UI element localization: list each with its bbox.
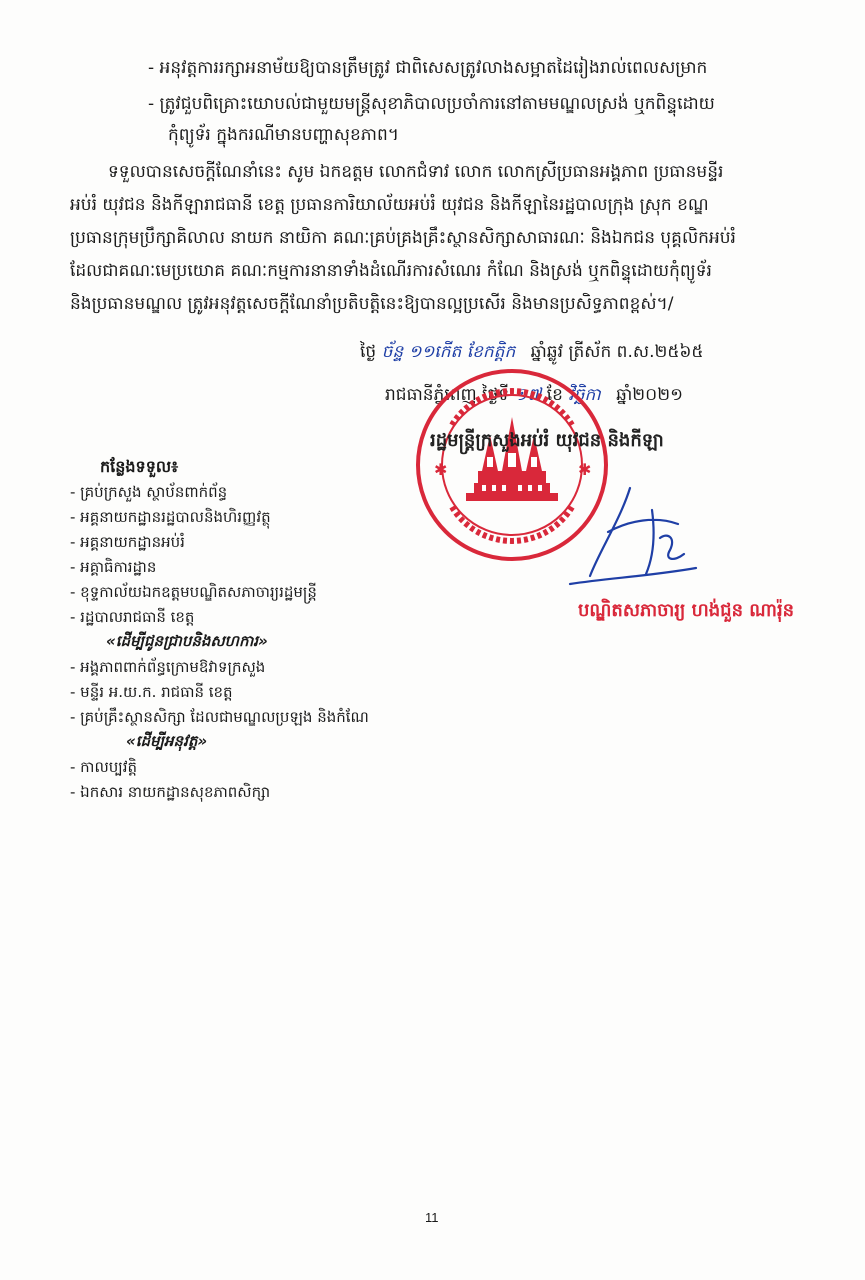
recipients-note: «ដើម្បីជូនជ្រាបនិងសហការ» <box>106 632 268 650</box>
bullet-hygiene: - អនុវត្តការរក្សាអនាម័យឱ្យបានត្រឹមត្រូវ ជាពិសេសត្រូវលាងសម្អាតដៃរៀងរាល់ពេលសម្រាក <box>148 58 708 78</box>
paragraph-line: ប្រធានក្រុមប្រឹក្សាគិលាល នាយក នាយិកា គណៈគ្រប់គ្រងគ្រឹះស្ថានសិក្សាសាធារណៈ និងឯកជន បុគ្គលិកអប់រំ <box>70 228 736 248</box>
signer-name: បណ្ឌិតសភាចារ្យ ហង់ជួន ណារ៉ុន <box>578 600 795 621</box>
paragraph-line: អប់រំ យុវជន និងកីឡារាជធានី ខេត្ត ប្រធានការិយាល័យអប់រំ យុវជន និងកីឡានៃរដ្ឋបាលក្រុង ស្រុក ខណ្ឌ <box>70 195 709 215</box>
recipient-item: - អគ្គនាយកដ្ឋានរដ្ឋបាលនិងហិរញ្ញវត្ថុ <box>70 508 271 526</box>
recipient-item: - គ្រប់គ្រឹះស្ថានសិក្សា ដែលជាមណ្ឌលប្រឡង និងកំណែ <box>70 708 369 726</box>
lunar-prefix: ថ្ងៃ <box>360 342 377 362</box>
bullet-consult-cont: កុំព្យូទ័រ ក្នុងករណីមានបញ្ហាសុខភាព។ <box>168 125 399 145</box>
recipient-item: - រដ្ឋបាលរាជធានី ខេត្ត <box>70 608 195 626</box>
handwritten-signature-icon <box>560 480 700 590</box>
recipients-note: «ដើម្បីអនុវត្ត» <box>126 732 208 750</box>
paragraph-line: ដែលជាគណៈមេប្រយោគ គណៈកម្មការនានាទាំងដំណើរការសំណេរ កំណែ និងស្រង់ ឬកពិន្ទុដោយកុំព្យូទ័រ <box>70 261 712 281</box>
svg-text:✱: ✱ <box>434 460 448 479</box>
recipient-item: - អគ្គនាយកដ្ឋានអប់រំ <box>70 533 185 551</box>
signatory-title: រដ្ឋមន្ត្រីក្រសួងអប់រំ យុវជន និងកីឡា <box>430 430 664 451</box>
recipient-item: - កាលប្បវត្តិ <box>70 758 138 776</box>
solar-month: វិច្ឆិកា <box>568 385 601 405</box>
lunar-date <box>360 340 703 364</box>
recipient-item: - គ្រប់ក្រសួង ស្ថាប័នពាក់ព័ន្ធ <box>70 483 228 501</box>
svg-text:✱: ✱ <box>578 460 592 479</box>
lunar-handwritten: ច័ន្ទ ១១កើត ខែកត្តិក <box>381 342 516 362</box>
solar-prefix: រាជធានីភ្នំពេញ ថ្ងៃទី <box>385 385 510 405</box>
recipient-item: - មន្ទីរ អ.យ.ក. រាជធានី ខេត្ត <box>70 683 233 701</box>
bullet-consult: - ត្រូវជួបពិគ្រោះយោបល់ជាមួយមន្ត្រីសុខាភិបាលប្រចាំការនៅតាមមណ្ឌលស្រង់ ឬកពិន្ទុដោយ <box>148 94 715 114</box>
recipient-item: - ខុទ្ទកាល័យឯកឧត្តមបណ្ឌិតសភាចារ្យរដ្ឋមន្ត្រី <box>70 583 317 601</box>
recipient-item: - អគ្គាធិការដ្ឋាន <box>70 558 157 576</box>
paragraph-line: ទទួលបានសេចក្តីណែនាំនេះ សូម ឯកឧត្តម លោកជំទាវ លោក លោកស្រីប្រធានអង្គភាព ប្រធានមន្ទីរ <box>108 162 724 182</box>
solar-day: ១៧ <box>514 385 542 405</box>
recipient-item: - អង្គភាពពាក់ព័ន្ធក្រោមឱវាទក្រសួង <box>70 658 266 676</box>
paragraph-line: និងប្រធានមណ្ឌល ត្រូវអនុវត្តសេចក្តីណែនាំប្រតិបត្តិនេះឱ្យបានល្អប្រសើរ និងមានប្រសិទ្ធភាពខ្ពស់។/ <box>70 294 674 314</box>
page-number: 11 <box>425 1210 439 1225</box>
lunar-year: ឆ្នាំឆ្លូវ ត្រីស័ក ព.ស.២៥៦៥ <box>530 342 704 362</box>
recipients-heading: កន្លែងទទួល៖ <box>100 457 179 476</box>
solar-year: ឆ្នាំ២០២១ <box>616 385 683 405</box>
solar-month-label: ខែ <box>546 385 563 405</box>
recipient-item: - ឯកសារ នាយកដ្ឋានសុខភាពសិក្សា <box>70 783 271 801</box>
